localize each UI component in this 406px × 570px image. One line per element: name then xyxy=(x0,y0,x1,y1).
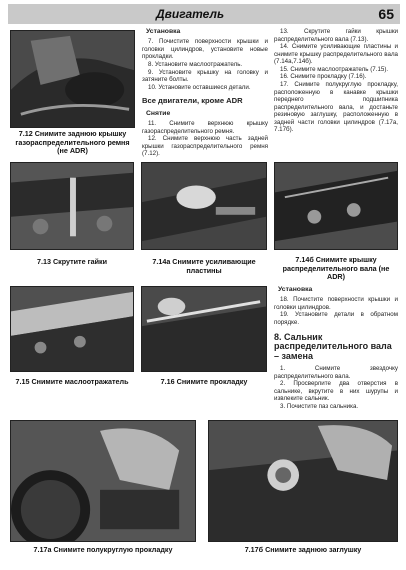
removal-heading: Снятие xyxy=(146,109,171,117)
paragraph: 10. Установите оставшиеся детали. xyxy=(148,83,251,91)
paragraph: 11. Снимите верхнюю крышку газораспределительного ремня. xyxy=(142,120,268,135)
paragraph: 9. Установите крышку на головку и затяните болты. xyxy=(142,68,268,84)
caption-7-15: 7.15 Снимите маслоотражатель xyxy=(15,377,129,386)
photo-7-13 xyxy=(10,162,134,250)
caption-7-14b: 7.14б Снимите крышку распределительного вала (не ADR) xyxy=(282,255,390,282)
paragraph: 12. Снимите верхнюю часть задней крышки газораспределительного ремня (7.12). xyxy=(142,135,268,158)
text-column-right-mid xyxy=(274,286,398,411)
paragraph: 15. Снимите маслоотражатель (7.15). xyxy=(280,65,389,73)
paragraph: 13. Скрутите гайки крышки распределительного вала (7.13). xyxy=(274,28,398,43)
install-heading-2: Установка xyxy=(278,286,313,293)
photo-7-17a xyxy=(10,420,196,542)
page-number: 65 xyxy=(378,6,394,22)
caption-7-14a: 7.14а Снимите усиливающие пластины xyxy=(152,257,256,275)
photo-7-17b xyxy=(208,420,398,542)
photo-7-14a xyxy=(141,162,267,250)
paragraph: 2. Просверлите два отверстия в сальнике, вкрутите в них шурупы и извлеките сальник. xyxy=(274,380,398,403)
paragraph: 14. Снимите усиливающие пластины и снимите крышку распределительного вала (7.14a,7.14б). xyxy=(274,43,398,66)
photo-7-16 xyxy=(141,286,267,372)
paragraph: 7. Почистите поверхности крышки и головки цилиндров, установите новые прокладки. xyxy=(142,38,268,61)
section-heading: Все двигатели, кроме ADR xyxy=(142,96,243,106)
caption-7-13: 7.13 Скрутите гайки xyxy=(36,257,108,266)
page-header xyxy=(8,4,400,24)
photo-7-12 xyxy=(10,30,135,128)
paragraph: 16. Снимите прокладку (7.16). xyxy=(280,73,367,81)
paragraph: 18. Почистите поверхности крышки и головки цилиндров. xyxy=(274,296,398,311)
caption-7-17b: 7.17б Снимите заднюю заглушку xyxy=(244,545,362,554)
photo-7-15 xyxy=(10,286,134,372)
caption-7-17a: 7.17а Снимите полукруглую прокладку xyxy=(33,545,173,554)
text-column-middle xyxy=(142,28,268,158)
section-heading-8: 8. Сальник распределительного вала – замена xyxy=(274,331,392,362)
paragraph: 17. Снимите полукруглую прокладку, расположенную в канавке крышки переднего подшипника распределительного вала, и достаньте резиновую заглушку, расположенную в задней части головки цилиндров (7.17a, 7.17б). xyxy=(274,80,398,134)
text-column-right xyxy=(274,28,398,134)
install-heading: Установка xyxy=(146,28,181,35)
paragraph: 8. Установите маслоотражатель. xyxy=(148,60,243,68)
paragraph: 19. Установите детали в обратном порядке. xyxy=(274,311,398,326)
page-title: Двигатель xyxy=(156,7,225,21)
photo-7-14b xyxy=(274,162,398,250)
caption-7-12: 7.12 Снимите заднюю крышку газораспределительного ремня (не ADR) xyxy=(15,129,130,156)
paragraph: 1. Снимите звездочку распределительного вала. xyxy=(274,365,398,380)
paragraph: 3. Почистите паз сальника. xyxy=(280,403,359,411)
caption-7-16: 7.16 Снимите прокладку xyxy=(160,377,248,386)
